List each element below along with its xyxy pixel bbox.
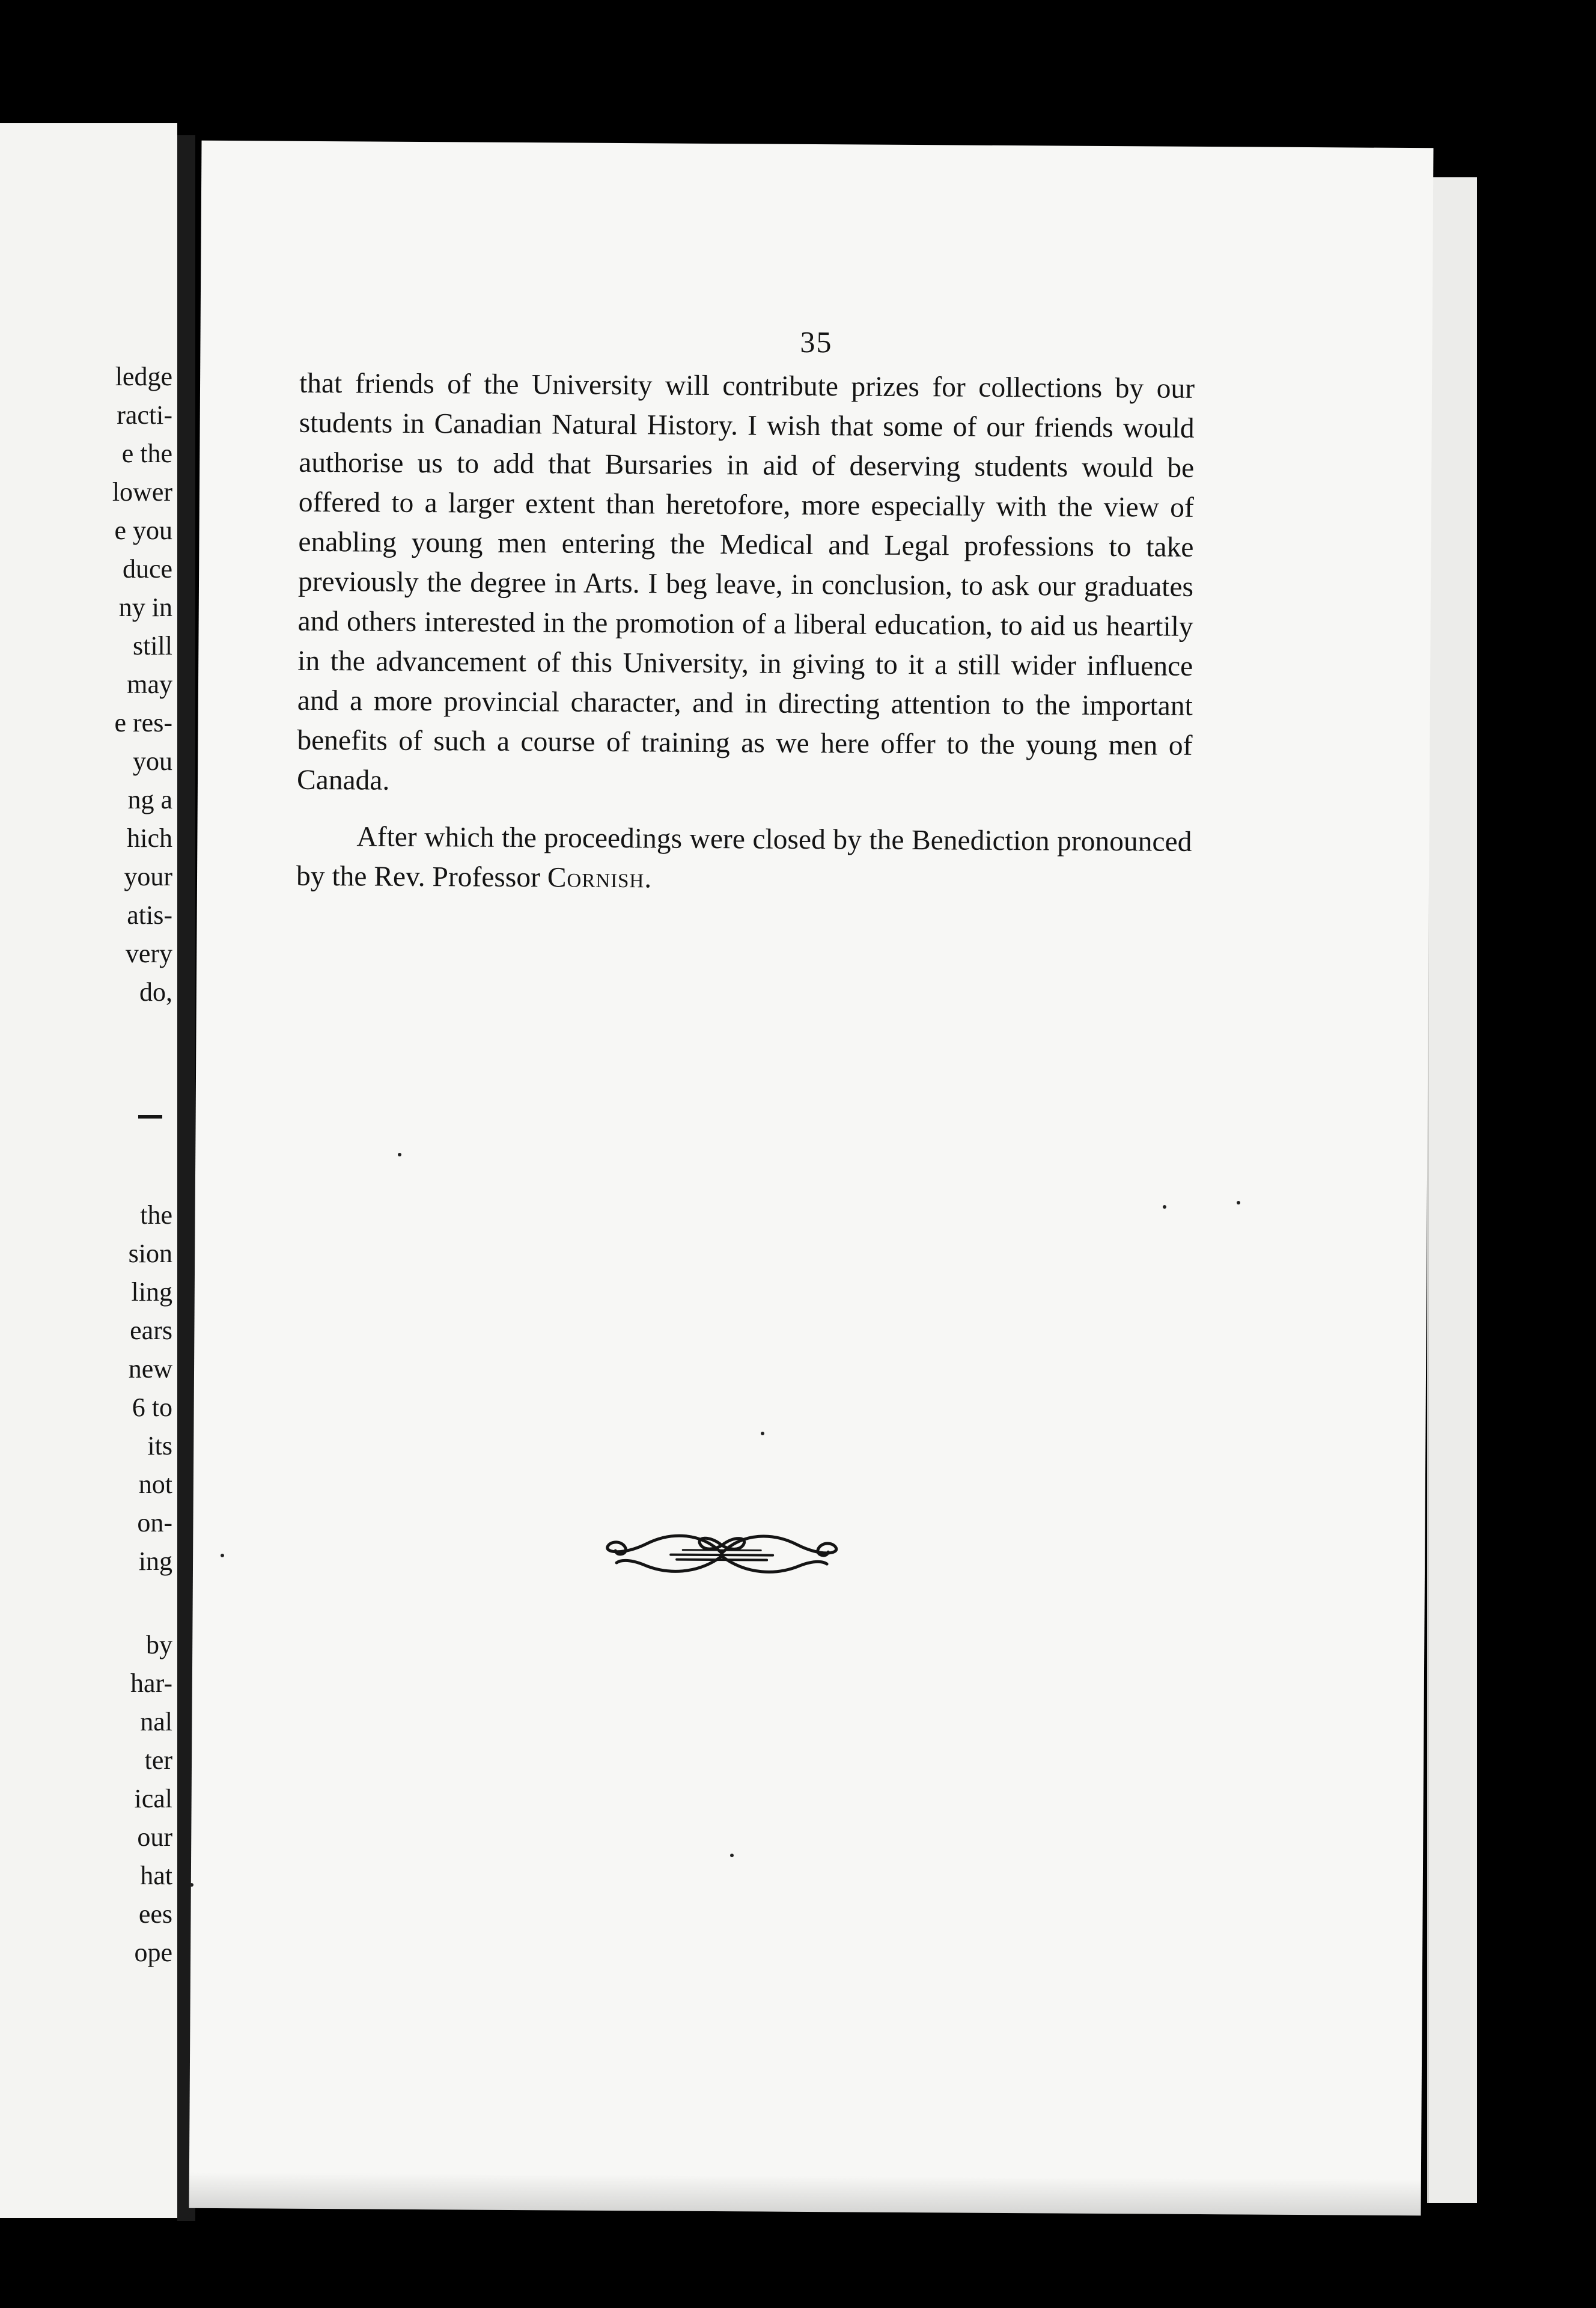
left-page-fragment: ears xyxy=(130,1316,172,1345)
left-page-fragment: har- xyxy=(130,1668,172,1698)
left-page-fragment: not xyxy=(138,1470,172,1499)
left-page-fragment: duce xyxy=(122,554,172,584)
left-page-fragment: ng a xyxy=(127,785,172,814)
left-page-fragment: e res- xyxy=(114,708,172,737)
paragraph-closing xyxy=(296,817,1192,902)
left-page-fragment: hat xyxy=(140,1861,172,1890)
ink-speck xyxy=(398,1153,401,1156)
left-page-fragment: by xyxy=(146,1630,172,1659)
left-page-fragment: ope xyxy=(134,1938,172,1967)
paragraph-conclusion: that friends of the University will contribute prizes for collections by our students in Canadian Natural History. I wish that some of our friends would authorise us to add that Bursaries in aid of deserving students would be offered to a larger extent than heretofore, more especially with the view of enabling young men entering the Medical and Legal professions to take previously the degree in Arts. I beg leave, in conclusion, to ask our graduates and others interested in the promotion of a liberal education, to aid us heartily in the advancement of this University, in giving to it a still wider influence and a more provincial character, and in directing attention to the important benefits of such a course of training as we here offer to the young men of Canada. xyxy=(296,367,1195,796)
flourish-ornament-icon xyxy=(598,1519,845,1587)
left-page-fragment: ledge xyxy=(115,362,172,391)
ink-speck xyxy=(1237,1201,1240,1204)
left-page-fragment: ling xyxy=(131,1277,172,1307)
left-page-fragment: ical xyxy=(134,1784,172,1813)
ink-speck xyxy=(730,1854,734,1857)
professor-name: Cornish. xyxy=(547,862,653,894)
page-body xyxy=(296,364,1195,902)
left-page-fragment: nal xyxy=(140,1707,172,1736)
page-number: 35 xyxy=(800,325,833,359)
left-page-fragment: hich xyxy=(127,823,172,853)
left-page-fragment: the xyxy=(140,1200,172,1230)
left-page-fragment: sion xyxy=(128,1239,172,1268)
ink-speck xyxy=(190,1883,193,1887)
left-page-fragment: you xyxy=(133,746,172,776)
left-page-fragment: ter xyxy=(144,1745,172,1775)
left-page-fragment: its xyxy=(147,1431,172,1461)
left-page-fragment: new xyxy=(128,1354,172,1384)
ink-speck xyxy=(761,1432,764,1435)
previous-page-edge xyxy=(0,123,177,2218)
left-page-fragment: ees xyxy=(138,1899,172,1929)
page-bottom-wear xyxy=(189,2172,1421,2216)
document-page xyxy=(189,141,1434,2215)
left-page-fragment: your xyxy=(124,862,172,891)
left-page-fragment: on- xyxy=(137,1508,172,1537)
left-page-fragment: very xyxy=(125,939,172,968)
page-edge-stack xyxy=(1427,177,1477,2203)
left-page-fragment: racti- xyxy=(117,400,172,430)
left-page-fragment: e the xyxy=(121,439,172,468)
ink-speck xyxy=(221,1554,224,1557)
left-page-fragment: may xyxy=(127,670,172,699)
left-page-fragment: lower xyxy=(112,477,172,507)
left-page-fragment: ing xyxy=(138,1546,172,1576)
left-page-rule xyxy=(138,1115,162,1119)
left-page-fragment: 6 to xyxy=(132,1393,172,1422)
left-page-fragment: ny in xyxy=(118,593,172,622)
left-page-fragment: our xyxy=(137,1822,172,1852)
left-page-fragment: atis- xyxy=(127,900,172,930)
left-page-fragment: do, xyxy=(139,977,172,1007)
closing-text: After which the proceedings were closed by the Benediction pronounced by the Rev. Professor xyxy=(296,821,1192,894)
ink-speck xyxy=(1163,1205,1166,1209)
left-page-fragment: e you xyxy=(114,516,172,545)
left-page-fragment: still xyxy=(132,631,172,661)
